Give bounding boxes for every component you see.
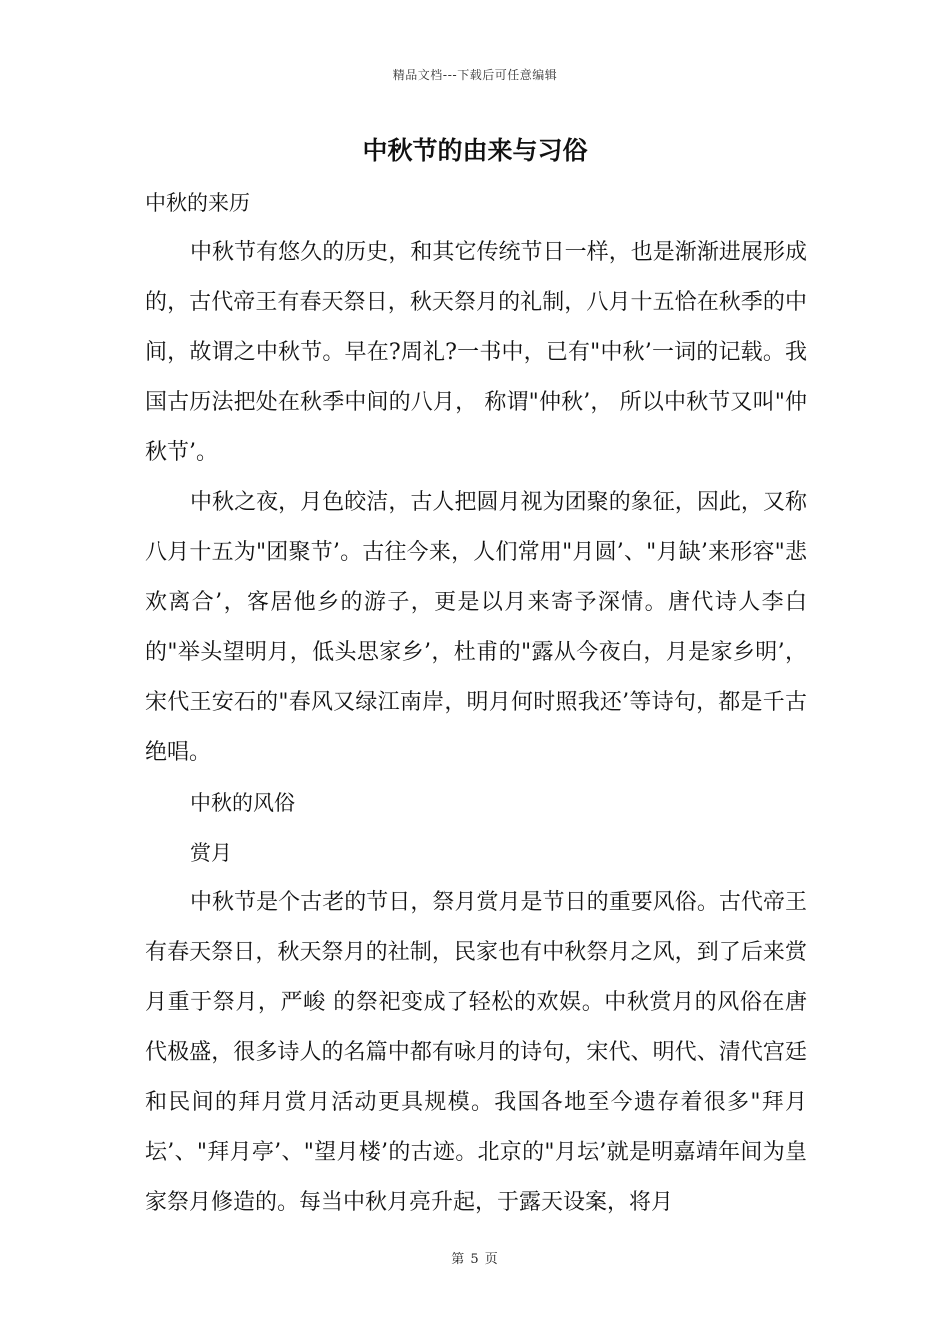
paragraph-reunion: 中秋之夜，月色皎洁，古人把圆月视为团聚的象征，因此，又称八月十五为"团聚节’。古往今来，人们常用"月圆’、"月缺’来形容"悲欢离合’，客居他乡的游子，更是以月来寄予深情。唐代诗人李白的"举头望明月，低头思家乡’，杜甫的"露从今夜白，月是家乡明’，宋代王安石的"春风又绿江南岸，明月何时照我还’等诗句，都是千古绝唱。 bbox=[145, 490, 807, 765]
page-header: 精品文档---下载后可任意编辑 bbox=[392, 68, 558, 82]
page-number: 第 5 页 bbox=[451, 1252, 499, 1267]
document-title: 中秋节的由来与习俗 bbox=[362, 136, 588, 165]
subsection-heading-moon-viewing: 赏月 bbox=[190, 841, 232, 865]
section-heading-origin: 中秋的来历 bbox=[145, 191, 250, 215]
section-heading-customs: 中秋的风俗 bbox=[190, 791, 295, 815]
document-body bbox=[145, 178, 807, 1228]
paragraph-moon-viewing: 中秋节是个古老的节日，祭月赏月是节日的重要风俗。古代帝王有春天祭日，秋天祭月的社制，民家也有中秋祭月之风，到了后来赏月重于祭月，严峻 的祭祀变成了轻松的欢娱。中秋赏月的风俗在唐代极盛，很多诗人的名篇中都有咏月的诗句，宋代、明代、清代宫廷和民间的拜月赏月活动更具规模。我国各地至今遗存着很多"拜月坛’、"拜月亭’、"望月楼’的古迹。北京的"月坛’就是明嘉靖年间为皇家祭月修造的。每当中秋月亮升起，于露天设案，将月 bbox=[145, 890, 807, 1215]
paragraph-history: 中秋节有悠久的历史，和其它传统节日一样，也是渐渐进展形成的，古代帝王有春天祭日，秋天祭月的礼制，八月十五恰在秋季的中间，故谓之中秋节。早在?周礼?一书中，已有"中秋’一词的记载。我国古历法把处在秋季中间的八月， 称谓"仲秋’， 所以中秋节又叫"仲秋节’。 bbox=[145, 240, 807, 465]
